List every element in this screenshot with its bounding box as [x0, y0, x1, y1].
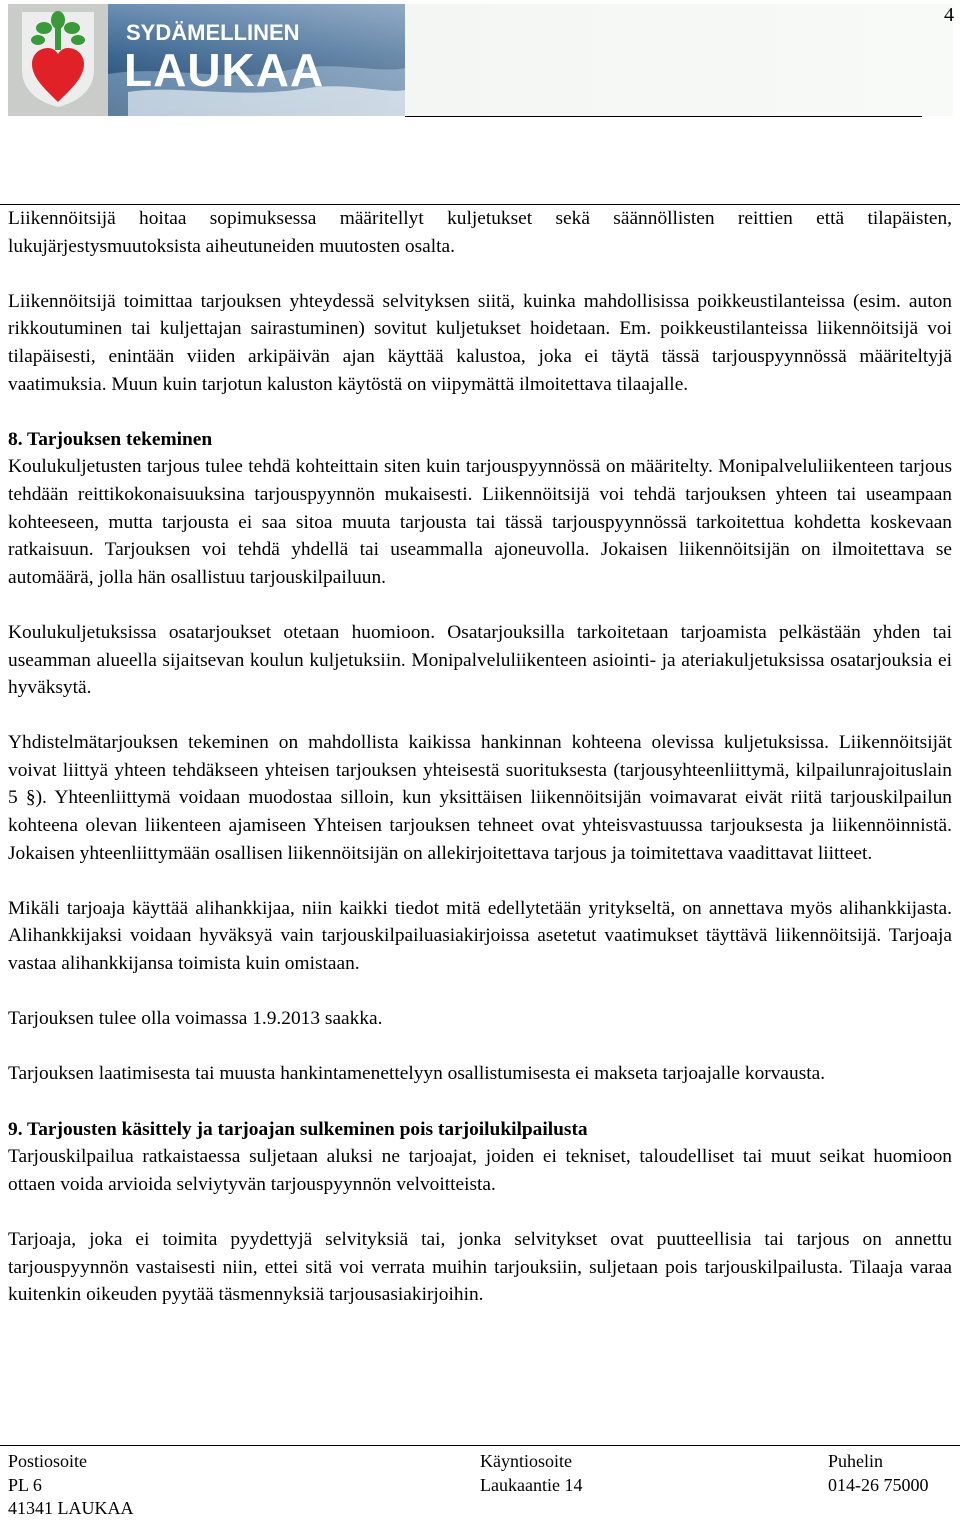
- footer-value: 014-26 75000: [828, 1474, 929, 1495]
- paragraph: Tarjouskilpailua ratkaistaessa suljetaan aluksi ne tarjoajat, joiden ei tekniset, taloudelliset tai muut seikat huomioon ottaen voida arvioida selviytyvän tarjouspyynnön velvoitteista.: [8, 1146, 952, 1195]
- paragraph: Tarjouksen laatimisesta tai muusta hankintamenettelyyn osallistumisesta ei makseta tarjoajalle korvausta.: [8, 1063, 826, 1085]
- logo-line1: SYDÄMELLINEN: [126, 20, 300, 45]
- header-band: [405, 4, 953, 116]
- paragraph: Liikennöitsijä hoitaa sopimuksessa määritellyt kuljetukset sekä säännöllisten reittien että tilapäisten, lukujärjestysmuutoksista aiheutuneiden muutosten osalta.: [8, 208, 952, 257]
- document-body: [8, 205, 952, 1309]
- paragraph: Tarjouksen tulee olla voimassa 1.9.2013 saakka.: [8, 1008, 383, 1030]
- coat-of-arms: [10, 6, 106, 116]
- laukaa-logo: [8, 4, 405, 116]
- footer-label: Käyntiosoite: [480, 1451, 572, 1471]
- footer-postal-address: [8, 1450, 134, 1521]
- paragraph: Mikäli tarjoaja käyttää alihankkijaa, niin kaikki tiedot mitä edellytetään yritykseltä, on annettava myös alihankkijasta. Alihankkijaksi voidaan hyväksyä vain tarjouskilpailuasiakirjoissa asetetut vaatimukset täyttävä liikennöitsijä. Tarjoaja vastaa alihankkijansa toimista kuin omistaan.: [8, 897, 952, 975]
- header-divider: [405, 116, 922, 117]
- footer-value: 41341 LAUKAA: [8, 1498, 134, 1518]
- paragraph: Tarjoaja, joka ei toimita pyydettyjä selvityksiä tai, jonka selvitykset ovat puutteellisia tai tarjous on annettu tarjouspyynnön vastaisesti niin, ettei sitä voi verrata muihin tarjouksiin, suljetaan pois tarjouskilpailusta. Tilaaja varaa kuitenkin oikeuden pyytää täsmennyksiä tarjousasiakirjoihin.: [8, 1228, 952, 1306]
- page-header: [0, 0, 960, 122]
- footer-label: Postiosoite: [8, 1451, 88, 1471]
- page-number: 4: [944, 4, 954, 26]
- footer-divider: [0, 1445, 960, 1446]
- footer-value: PL 6: [8, 1474, 42, 1495]
- footer-value: Laukaantie 14: [480, 1474, 583, 1495]
- paragraph: Koulukuljetusten tarjous tulee tehdä kohteittain siten kuin tarjouspyynnössä on määritelty. Monipalveluliikenteen tarjous tehdään reittikokonaisuuksina tarjouspyynnön mukaisesti. Liikennöitsijä voi tehdä tarjouksen yhteen tai useampaan kohteeseen, mutta tarjousta ei saa sitoa muuta tarjousta tai tässä tarjouspyynnössä tarkoitettua kohdetta koskevaan ratkaisuun. Tarjouksen voi tehdä yhdellä tai useammalla ajoneuvolla. Jokaisen liikennöitsijän on ilmoitettava se automäärä, jolla hän osallistuu tarjouskilpailuun.: [8, 456, 952, 588]
- section-9-heading: 9. Tarjousten käsittely ja tarjoajan sulkeminen pois tarjoilukilpailusta: [8, 1118, 588, 1140]
- logo-line2: LAUKAA: [124, 44, 325, 96]
- section-8-heading: 8. Tarjouksen tekeminen: [8, 428, 213, 450]
- paragraph: Liikennöitsijä toimittaa tarjouksen yhteydessä selvityksen siitä, kuinka mahdollisissa poikkeustilanteissa (esim. auton rikkoutuminen tai kuljettajan sairastuminen) sovitut kuljetukset hoidetaan. Em. poikkeustilanteissa liikennöitsijä voi tilapäisesti, enintään viiden arkipäivän ajan käyttää kalustoa, joka ei täytä tässä tarjouspyynnössä määriteltyjä vaatimuksia. Muun kuin tarjotun kaluston käytöstä on viipymättä ilmoitettava tilaajalle.: [8, 290, 952, 395]
- paragraph: Koulukuljetuksissa osatarjoukset otetaan huomioon. Osatarjouksilla tarkoitetaan tarjoamista pelkästään yhden tai useamman alueella sijaitsevan koulun kuljetuksiin. Monipalveluliikenteen asiointi- ja ateriakuljetuksissa osatarjouksia ei hyväksytä.: [8, 621, 952, 699]
- paragraph: Yhdistelmätarjouksen tekeminen on mahdollista kaikissa hankinnan kohteena olevissa kuljetuksissa. Liikennöitsijät voivat liittyä yhteen tehdäkseen yhteisen tarjouksen yhteisestä suorituksesta (tarjousyhteenliittymä, kilpailunrajoituslain 5 §). Yhteenliittymä voidaan muodostaa silloin, kun yksittäisen liikennöitsijän voimavarat eivät riitä tarjouskilpailun kohteena olevan liikenteen ajamiseen Yhteisen tarjouksen tehneet ovat yhteisvastuussa tarjouksesta ja liikennöinnistä. Jokaisen yhteenliittymään osallisen liikennöitsijän on allekirjoitettava tarjous ja toimitettava vaadittavat liitteet.: [8, 732, 952, 864]
- footer-label: Puhelin: [828, 1451, 884, 1471]
- footer-visiting-address: [480, 1450, 582, 1497]
- footer-phone: [828, 1450, 929, 1497]
